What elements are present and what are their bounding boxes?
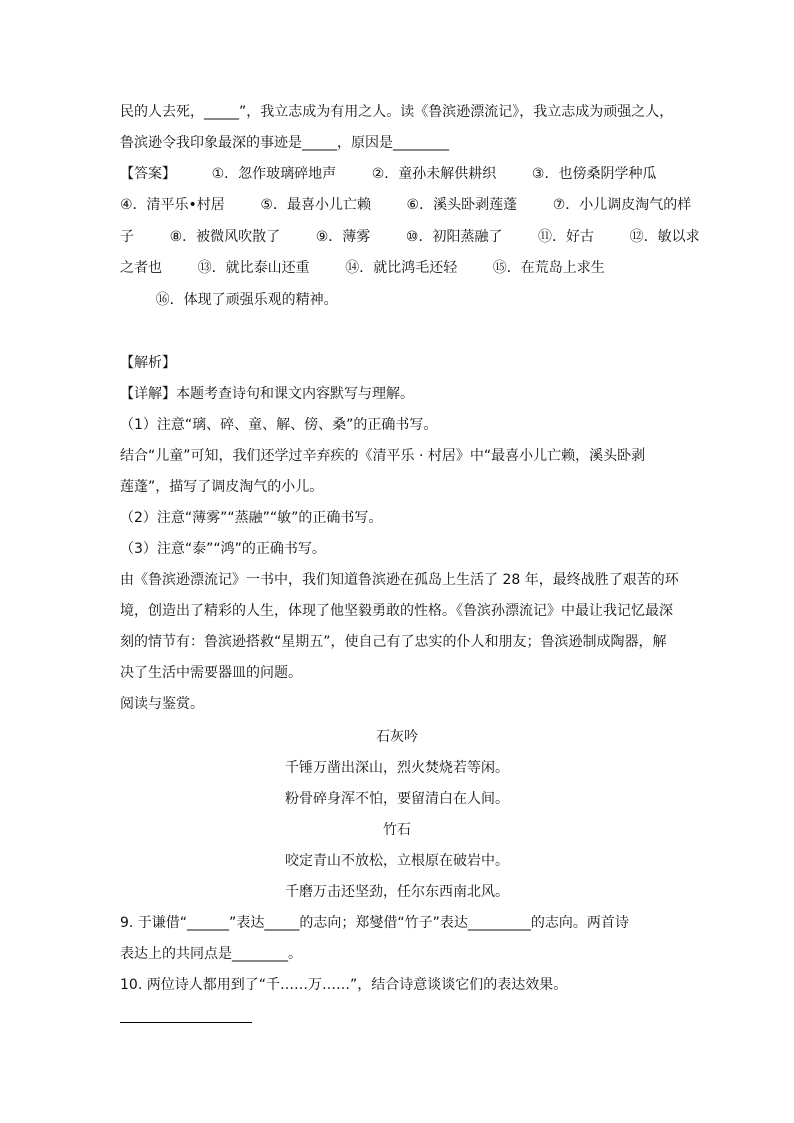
answer-line: 【答案】 ①．忽作玻璃碎地声 ②．童孙未解供耕织 ③．也傍桑阴学种瓜 xyxy=(120,166,657,182)
analysis-line: 由《鲁滨逊漂流记》一书中，我们知道鲁滨逊在孤岛上生活了 28 年，最终战胜了艰苦的环 xyxy=(120,572,679,588)
answer-blank-rule xyxy=(120,1022,252,1023)
analysis-line: （3）注意“泰”“鸿”的正确书写。 xyxy=(120,541,326,557)
analysis-line: （2）注意“薄雾”“蒸融”“敏”的正确书写。 xyxy=(120,510,383,526)
answer-line: ④．清平乐•村居 ⑤．最喜小儿亡赖 ⑥．溪头卧剥莲蓬 ⑦．小儿调皮淘气的样 xyxy=(120,197,692,213)
analysis-line: 结合“儿童”可知，我们还学过辛弃疾的《清平乐 · 村居》中“最喜小儿亡赖，溪头卧剥 xyxy=(120,448,646,464)
poem-title: 石灰吟 xyxy=(376,729,418,745)
text-line: 鲁滨逊令我印象最深的事迹是_____，原因是________ xyxy=(120,135,449,151)
analysis-heading: 【解析】 xyxy=(120,355,176,371)
poem-title: 竹石 xyxy=(383,822,411,838)
question-line: 10. 两位诗人都用到了“千……万……”，结合诗意谈谈它们的表达效果。 xyxy=(120,977,568,993)
text-line: 民的人去死，_____”，我立志成为有用之人。读《鲁滨逊漂流记》，我立志成为顽强之人， xyxy=(120,104,674,120)
analysis-line: 境，创造出了精彩的人生，体现了他坚毅勇敢的性格。《鲁滨孙漂流记》中最让我记忆最深 xyxy=(120,603,673,619)
section-heading: 阅读与鉴赏。 xyxy=(120,696,204,712)
answer-line: ⑯．体现了顽强乐观的精神。 xyxy=(120,292,338,308)
analysis-line: （1）注意“璃、碎、童、解、傍、桑”的正确书写。 xyxy=(120,417,438,433)
analysis-line: 莲蓬”，描写了调皮淘气的小儿。 xyxy=(120,479,324,495)
poem-line: 粉骨碎身浑不怕，要留清白在人间。 xyxy=(285,791,509,807)
answer-line: 之者也 ⑬．就比泰山还重 ⑭．就比鸿毛还轻 ⑮．在荒岛上求生 xyxy=(120,260,605,276)
poem-line: 千磨万击还坚劲，任尔东西南北风。 xyxy=(285,884,509,900)
analysis-line: 决了生活中需要器皿的问题。 xyxy=(120,665,302,681)
answer-line: 子 ⑧．被微风吹散了 ⑨．薄雾 ⑩．初阳蒸融了 ⑪．好古 ⑫．敏以求 xyxy=(120,229,700,245)
question-line: 表达上的共同点是________。 xyxy=(120,946,302,962)
poem-line: 千锤万凿出深山，烈火焚烧若等闲。 xyxy=(285,760,509,776)
analysis-line: 【详解】本题考查诗句和课文内容默写与理解。 xyxy=(120,386,414,402)
question-line: 9. 于谦借“______”表达_____的志向；郑燮借“竹子”表达_________的志向。两首诗 xyxy=(120,915,629,931)
analysis-line: 刻的情节有：鲁滨逊搭救“星期五”，使自己有了忠实的仆人和朋友；鲁滨逊制成陶器，解 xyxy=(120,634,667,650)
poem-line: 咬定青山不放松，立根原在破岩中。 xyxy=(285,853,509,869)
